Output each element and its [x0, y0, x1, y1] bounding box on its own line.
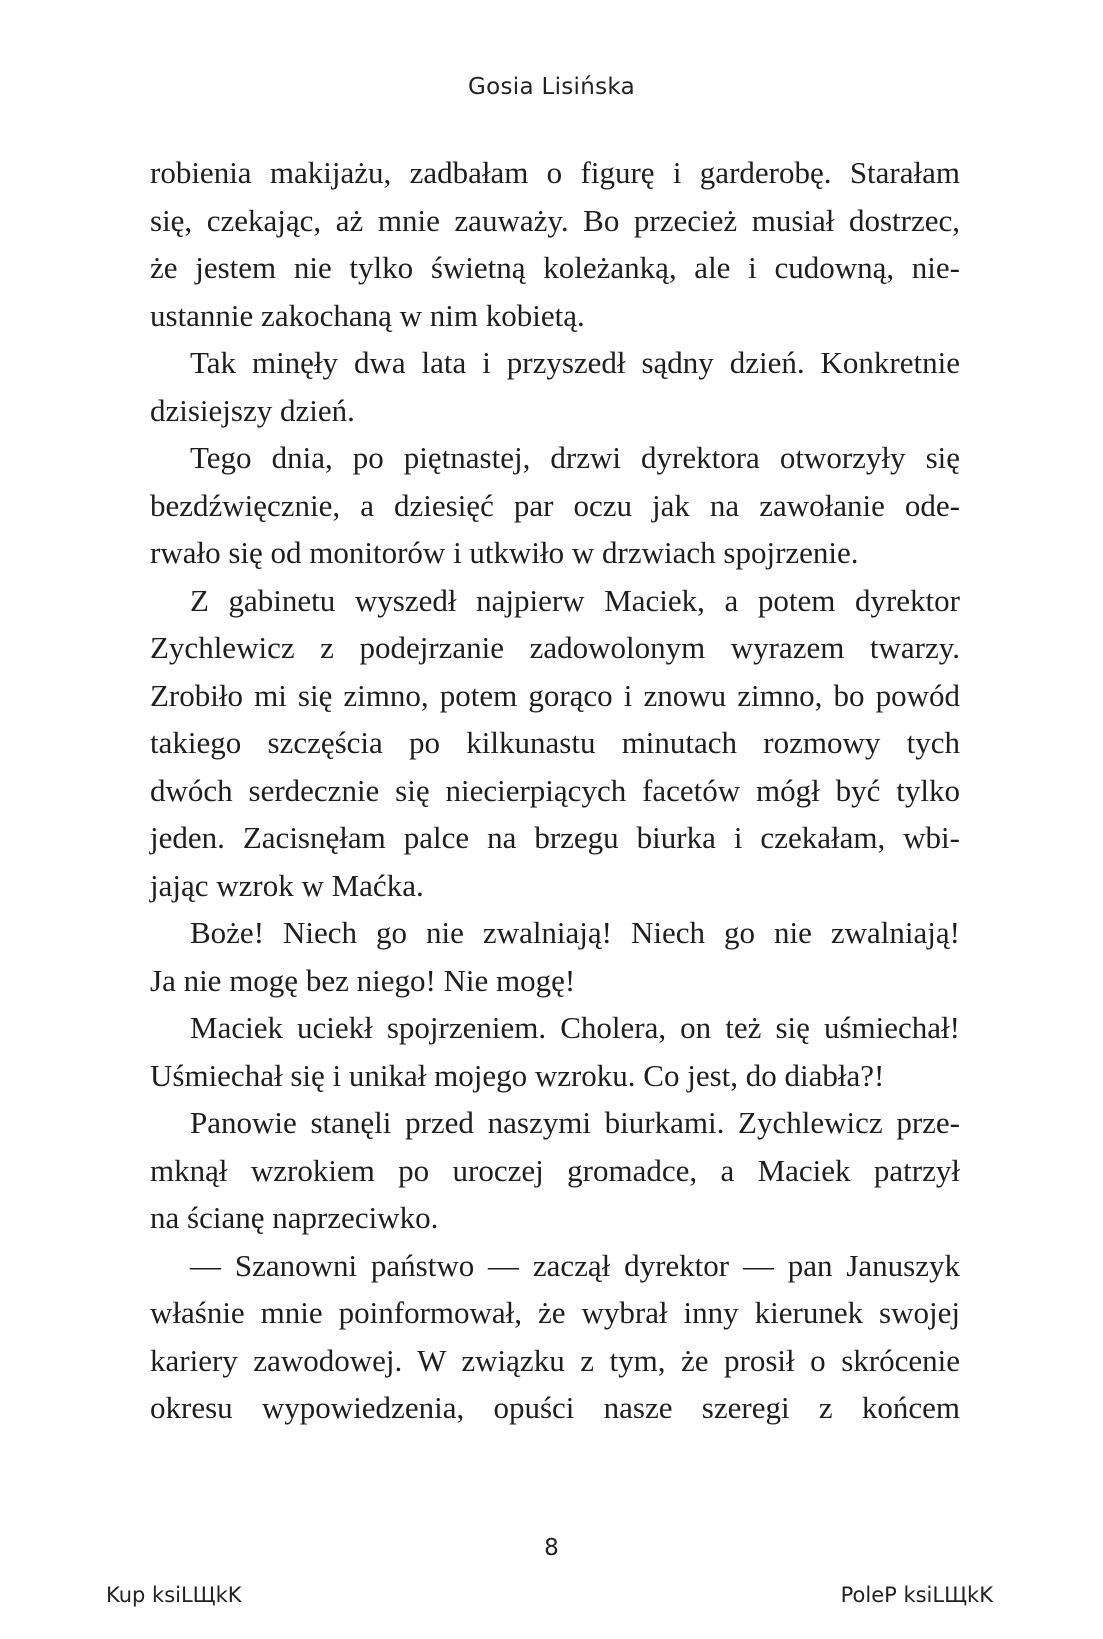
text-line: Uśmiechał się i unikał mojego wzroku. Co jest, do diabła?!: [150, 1057, 885, 1093]
text-line: jeden. Zacisnęłam palce na brzegu biurka i czekałam, wbi-: [150, 820, 960, 855]
text-line: Tego dnia, po piętnastej, drzwi dyrektora otworzyły się: [190, 440, 960, 475]
page-number: 8: [544, 1535, 559, 1561]
running-head-author: Gosia Lisińska: [467, 74, 636, 100]
text-line: ustannie zakochaną w nim kobietą.: [150, 297, 585, 333]
text-line: właśnie mnie poinformował, że wybrał inny kierunek swojej: [150, 1295, 960, 1330]
text-line: Panowie stanęli przed naszymi biurkami. Zychlewicz prze-: [190, 1105, 960, 1140]
text-line: dwóch serdecznie się niecierpiących facetów mógł być tylko: [150, 772, 960, 808]
text-line: Z gabinetu wyszedł najpierw Maciek, a potem dyrektor: [190, 582, 960, 618]
text-line: dzisiejszy dzień.: [150, 392, 355, 428]
text-line: — Szanowni państwo — zaczął dyrektor — pan Januszyk: [190, 1247, 960, 1283]
text-line: kariery zawodowej. W związku z tym, że prosił o skrócenie: [150, 1342, 960, 1378]
text-line: okresu wypowiedzenia, opuści nasze szeregi z końcem: [150, 1390, 960, 1425]
text-line: takiego szczęścia po kilkunastu minutach rozmowy tych: [150, 725, 960, 760]
text-line: robienia makijażu, zadbałam o figurę i garderobę. Starałam: [150, 155, 960, 190]
text-line: bezdźwięcznie, a dziesięć par oczu jak na zawołanie ode-: [150, 487, 960, 523]
buy-book-link[interactable]: Kup ksiLЩkK: [106, 1583, 242, 1607]
text-line: się, czekając, aż mnie zauważy. Bo przecież musiał dostrzec,: [150, 202, 960, 238]
text-line: Maciek uciekł spojrzeniem. Cholera, on też się uśmiechał!: [190, 1010, 960, 1045]
text-line: rwało się od monitorów i utkwiło w drzwiach spojrzenie.: [150, 535, 859, 570]
text-line: mknął wzrokiem po uroczej gromadce, a Maciek patrzył: [150, 1152, 960, 1188]
recommend-book-link[interactable]: PoleP ksiLЩkK: [840, 1583, 993, 1607]
text-line: jając wzrok w Maćka.: [150, 867, 424, 903]
text-line: Ja nie mogę bez niego! Nie mogę!: [150, 962, 576, 998]
text-line: Zychlewicz z podejrzanie zadowolonym wyrazem twarzy.: [150, 630, 960, 665]
text-line: Zrobiło mi się zimno, potem gorąco i znowu zimno, bo powód: [150, 677, 960, 713]
text-line: Boże! Niech go nie zwalniają! Niech go nie zwalniają!: [190, 915, 960, 950]
text-line: na ścianę naprzeciwko.: [150, 1200, 439, 1235]
text-line: Tak minęły dwa lata i przyszedł sądny dzień. Konkretnie: [190, 345, 960, 380]
body-text: [150, 149, 960, 1432]
text-line: że jestem nie tylko świetną koleżanką, ale i cudowną, nie-: [150, 250, 960, 285]
